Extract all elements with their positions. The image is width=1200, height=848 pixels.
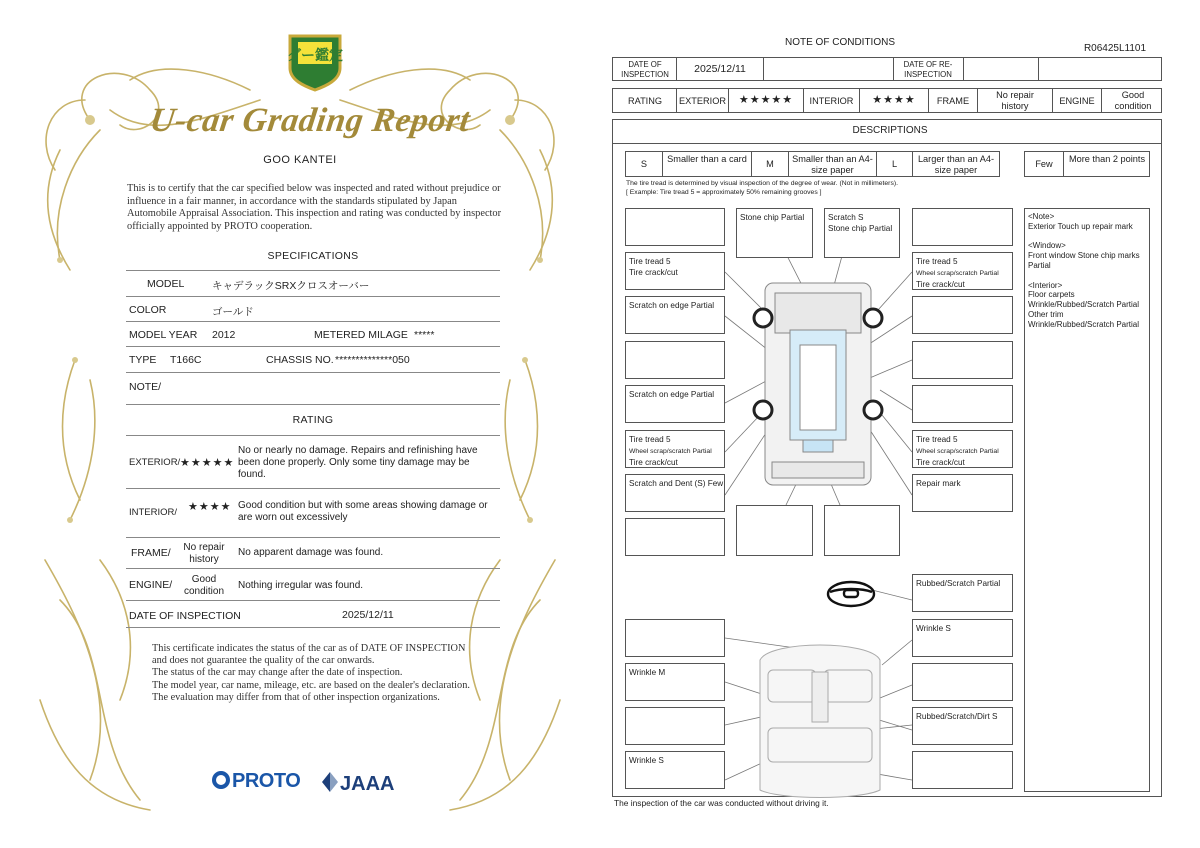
footer-line: The evaluation may differ from that of other inspection organizations. xyxy=(152,691,440,703)
interior-stars: ★★★★ xyxy=(872,94,916,106)
tire-example: [ Example: Tire tread 5 = approximately 50% remaining grooves ] xyxy=(626,189,822,196)
legend-s: S xyxy=(640,159,648,169)
footer-line: The status of the car may change after the date of inspection. xyxy=(152,667,403,679)
date-of-inspection-value: 2025/12/11 xyxy=(694,63,746,75)
divider xyxy=(126,435,500,436)
exterior-description: No or nearly no damage. Repairs and refinishing have been done properly. Only some tiny damage may be found. xyxy=(238,445,478,480)
frame-label: FRAME/ xyxy=(131,547,171,559)
goo-kantei-badge xyxy=(286,30,344,92)
frame-value: No repair history xyxy=(183,542,225,565)
divider xyxy=(126,627,500,628)
date-of-inspection-label: DATE OF INSPECTION xyxy=(621,60,669,79)
mileage-label: METERED MILAGE xyxy=(314,329,408,341)
model-label: MODEL xyxy=(147,278,185,290)
desc-box-stone-chip: Stone chip Partial xyxy=(736,208,813,258)
proto-logo xyxy=(212,770,300,793)
interior-description: Good condition but with some areas showing damage or are worn out excessively xyxy=(238,500,488,523)
desc-box-wrinkle-m: Wrinkle M xyxy=(625,663,725,701)
desc-box-scratch-edge-rear: Scratch on edge Partial xyxy=(625,385,725,423)
desc-box-rubbed-dirt: Rubbed/Scratch/Dirt S xyxy=(912,707,1013,745)
desc-box-empty xyxy=(824,505,900,556)
desc-box-scratch-edge-front: Scratch on edge Partial xyxy=(625,296,725,334)
proto-logo-text: PROTO xyxy=(232,770,301,792)
note-footer: The inspection of the car was conducted without driving it. xyxy=(614,798,829,808)
desc-box-tire-rear-left: Tire tread 5 Wheel scrap/scratch Partial Tire crack/cut xyxy=(625,430,725,468)
inspection-date-label: DATE OF INSPECTION xyxy=(129,610,241,622)
specifications-heading: SPECIFICATIONS xyxy=(267,250,359,262)
note-of-conditions xyxy=(600,0,1200,848)
inspection-date-value: 2025/12/11 xyxy=(342,609,394,621)
proto-mark-icon xyxy=(212,771,230,789)
rating-heading: RATING xyxy=(292,414,334,426)
legend-m: M xyxy=(766,159,774,169)
footer-line: This certificate indicates the status of the car as of DATE OF INSPECTION and does not guarantee the quality of the car onwards. xyxy=(152,643,466,667)
model-year-label: MODEL YEAR xyxy=(129,329,198,341)
divider xyxy=(126,404,500,405)
jaaa-mark-icon xyxy=(320,770,340,794)
desc-box-tire-rear-right: Tire tread 5 Wheel scrap/scratch Partial Tire crack/cut xyxy=(912,430,1013,468)
desc-box-empty xyxy=(625,619,725,657)
color-value: ゴールド xyxy=(212,306,254,318)
desc-box-empty xyxy=(625,707,725,745)
divider xyxy=(126,321,500,322)
divider xyxy=(126,372,500,373)
desc-box-empty xyxy=(912,341,1013,379)
re-inspection-label: DATE OF RE-INSPECTION xyxy=(903,60,953,79)
interior-stars: ★★★★ xyxy=(188,501,232,513)
divider xyxy=(126,568,500,569)
legend-m-desc: Smaller than an A4-size paper xyxy=(792,154,873,175)
desc-box-scratch-dent: Scratch and Dent (S) Few xyxy=(625,474,725,512)
engine-description: Nothing irregular was found. xyxy=(238,580,364,591)
type-value: T166C xyxy=(170,354,202,366)
frame-value: No repair history xyxy=(996,90,1034,111)
divider xyxy=(126,488,500,489)
certify-statement: This is to certify that the car specified below was inspected and rated without prejudice or influence in a fair manner, in accordance with the standards stipulated by Japan Automobile Appraisal Association. This inspection and rating was conducted by inspector officially appointed by PROTO cooperation. xyxy=(127,183,502,232)
color-label: COLOR xyxy=(129,304,167,316)
legend-l: L xyxy=(891,159,898,169)
divider xyxy=(126,346,500,347)
exterior-stars: ★★★★★ xyxy=(180,457,235,469)
type-label: TYPE xyxy=(129,354,157,366)
desc-box-wrinkle-s-rear: Wrinkle S xyxy=(625,751,725,789)
desc-box-tire-front-right: Tire tread 5 Wheel scrap/scratch Partial Tire crack/cut xyxy=(912,252,1013,290)
engine-label: ENGINE xyxy=(1059,96,1095,106)
chassis-label: CHASSIS NO. xyxy=(266,354,334,366)
divider xyxy=(126,270,500,271)
desc-box-empty xyxy=(912,296,1013,334)
desc-box-empty xyxy=(912,751,1013,789)
engine-value: Good condition xyxy=(1114,90,1152,111)
engine-value: Good condition xyxy=(183,574,225,597)
chassis-value: **************050 xyxy=(335,354,410,366)
model-value: キャデラックSRXクロスオーバー xyxy=(212,280,370,292)
rating-label: RATING xyxy=(627,96,663,106)
exterior-label: EXTERIOR xyxy=(679,96,726,106)
divider xyxy=(126,296,500,297)
badge-text: グー鑑定 xyxy=(287,48,343,64)
legend-few: Few xyxy=(1035,159,1053,169)
side-notes-box xyxy=(1024,208,1150,792)
engine-label: ENGINE/ xyxy=(129,579,173,591)
desc-box-tire-front-left: Tire tread 5 Tire crack/cut xyxy=(625,252,725,290)
desc-box-empty xyxy=(912,385,1013,423)
interior-label: INTERIOR/ xyxy=(129,507,178,518)
legend-s-desc: Smaller than a card xyxy=(667,154,747,164)
exterior-label: EXTERIOR/ xyxy=(129,457,181,468)
mileage-value: ***** xyxy=(414,329,435,341)
model-year-value: 2012 xyxy=(212,329,236,341)
desc-box-empty xyxy=(912,663,1013,701)
desc-box-wrinkle-s-front: Wrinkle S xyxy=(912,619,1013,657)
desc-box-empty xyxy=(625,341,725,379)
side-notes: <Note> Exterior Touch up repair mark <Window> Front window Stone chip marks Partial <Interior> Floor carpets Wrinkle/Rubbed/Scratch Partial Other trim Wrinkle/Rubbed/Scratch Partial xyxy=(1028,212,1140,329)
frame-description: No apparent damage was found. xyxy=(238,547,384,558)
steering-wheel-icon xyxy=(828,582,874,606)
report-id: R06425L1101 xyxy=(1083,43,1147,54)
note-label: NOTE/ xyxy=(129,381,162,393)
frame-label: FRAME xyxy=(936,96,970,106)
jaaa-logo-text: JAAA xyxy=(340,773,395,795)
tire-note: The tire tread is determined by visual inspection of the degree of wear. (Not in millimeters). xyxy=(626,180,898,187)
report-title: U-car Grading Report xyxy=(147,102,473,139)
footer-line: The model year, car name, mileage, etc. are based on the dealer's declaration. xyxy=(152,679,470,691)
legend-few-desc: More than 2 points xyxy=(1068,154,1146,164)
legend-l-desc: Larger than an A4-size paper xyxy=(917,154,995,175)
jaaa-logo xyxy=(320,770,394,796)
divider xyxy=(126,537,500,538)
desc-box-empty xyxy=(912,208,1013,246)
desc-box-scratch-s: Scratch S Stone chip Partial xyxy=(824,208,900,258)
exterior-stars: ★★★★★ xyxy=(738,94,794,106)
desc-box-rubbed-scratch: Rubbed/Scratch Partial xyxy=(912,574,1013,612)
desc-box-empty xyxy=(625,518,725,556)
desc-box-empty xyxy=(736,505,813,556)
divider xyxy=(126,600,500,601)
note-title: NOTE OF CONDITIONS xyxy=(785,37,895,48)
certificate-footer xyxy=(152,643,472,704)
interior-label: INTERIOR xyxy=(809,96,854,106)
desc-box-repair-mark: Repair mark xyxy=(912,474,1013,512)
descriptions-heading: DESCRIPTIONS xyxy=(852,125,928,136)
desc-box-empty xyxy=(625,208,725,246)
report-subtitle: GOO KANTEI xyxy=(263,154,337,166)
